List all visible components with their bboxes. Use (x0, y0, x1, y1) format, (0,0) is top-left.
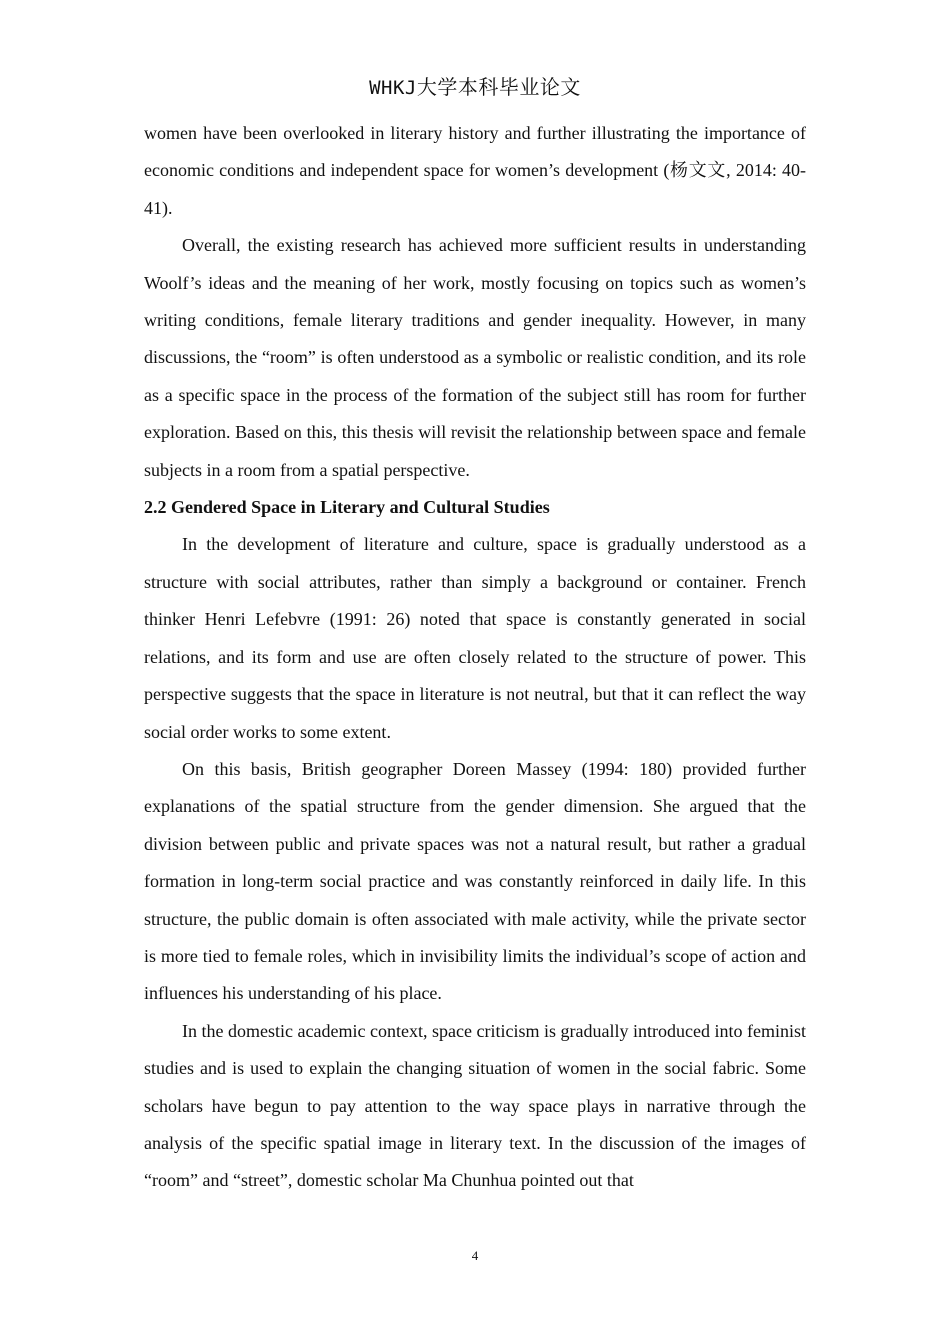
paragraph: In the development of literature and culture, space is gradually understood as a structure with social attributes, rather than simply a background or container. French thinker Henri Lefebvre (1991: 26) noted that space is constantly generated in social relations, and its form and use are often closely related to the structure of power. This perspective suggests that the space in literature is not neutral, but that it can reflect the way social order works to some extent. (144, 534, 806, 742)
paragraph: In the domestic academic context, space criticism is gradually introduced into feminist studies and is used to explain the changing situation of women in the social fabric. Some scholars have begun to pay attention to the way space plays in narrative through the analysis of the specific spatial image in literary text. In the discussion of the images of “room” and “street”, domestic scholar Ma Chunhua pointed out that (144, 1020, 806, 1191)
running-header (0, 74, 950, 101)
header-title: 大学本科毕业论文 (416, 75, 581, 99)
header-latin: WHKJ (369, 77, 417, 99)
body-text (144, 115, 806, 1200)
paragraph-continued: women have been overlooked in literary history and further illustrating the importance of economic conditions and independent space for women’s development (杨文文, 2014: 40-41). (144, 123, 806, 218)
section-heading: 2.2 Gendered Space in Literary and Cultural Studies (144, 497, 550, 518)
page-number: 4 (471, 1248, 479, 1263)
paragraph: On this basis, British geographer Doreen Massey (1994: 180) provided further explanations of the spatial structure from the gender dimension. She argued that the division between public and private spaces was not a natural result, but rather a gradual formation in long-term social practice and was constantly reinforced in daily life. In this structure, the public domain is often associated with male activity, while the private sector is more tied to female roles, which in invisibility limits the individual’s scope of action and influences his understanding of his place. (144, 758, 806, 1004)
paragraph: Overall, the existing research has achieved more sufficient results in understanding Woolf’s ideas and the meaning of her work, mostly focusing on topics such as women’s writing conditions, female literary traditions and gender inequality. However, in many discussions, the “room” is often understood as a symbolic or realistic condition, and its role as a specific space in the process of the formation of the subject still has room for further exploration. Based on this, this thesis will revisit the relationship between space and female subjects in a room from a spatial perspective. (144, 235, 806, 480)
